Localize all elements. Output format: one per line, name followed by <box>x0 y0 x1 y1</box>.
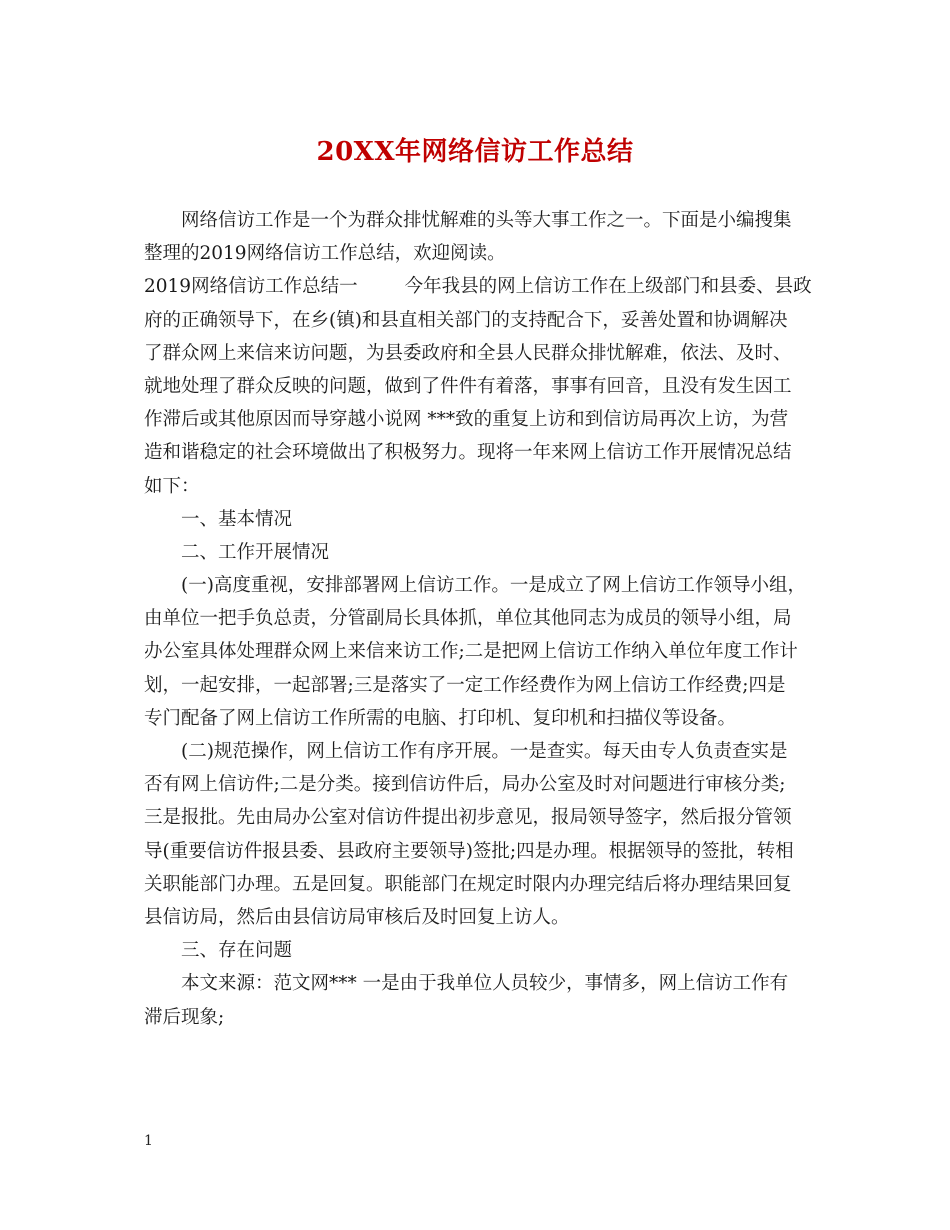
page-number: 1 <box>144 1133 153 1149</box>
paragraph-line: 就地处理了群众反映的问题，做到了件件有着落，事事有回音，且没有发生因工 <box>144 375 792 397</box>
paragraph-line: 三是报批。先由局办公室对信访件提出初步意见，报局领导签字，然后报分管领 <box>144 807 792 829</box>
paragraph-line: 滞后现象; <box>144 1006 225 1028</box>
paragraph-line: 由单位一把手负总责，分管副局长具体抓，单位其他同志为成员的领导小组，局 <box>144 608 792 630</box>
document-title: 20XX年网络信访工作总结 <box>316 137 634 167</box>
paragraph-line: 造和谐稳定的社会环境做出了积极努力。现将一年来网上信访工作开展情况总结 <box>144 442 792 464</box>
paragraph-line: 办公室具体处理群众网上来信来访工作;二是把网上信访工作纳入单位年度工作计 <box>144 641 798 663</box>
paragraph-line: 划，一起安排，一起部署;三是落实了一定工作经费作为网上信访工作经费;四是 <box>144 674 786 696</box>
paragraph-line: 县信访局，然后由县信访局审核后及时回复上访人。 <box>144 906 570 928</box>
paragraph-line: 关职能部门办理。五是回复。职能部门在规定时限内办理完结后将办理结果回复 <box>144 873 792 895</box>
paragraph-line: 府的正确领导下，在乡(镇)和县直相关部门的支持配合下，妥善处置和协调解决 <box>144 309 788 331</box>
paragraph-line: (一)高度重视，安排部署网上信访工作。一是成立了网上信访工作领导小组， <box>181 575 806 597</box>
paragraph-line: 整理的2019网络信访工作总结，欢迎阅读。 <box>144 243 506 265</box>
paragraph-line: 专门配备了网上信访工作所需的电脑、打印机、复印机和扫描仪等设备。 <box>144 707 737 729</box>
paragraph-line: (二)规范操作，网上信访工作有序开展。一是查实。每天由专人负责查实是 <box>181 741 788 762</box>
paragraph-line: 否有网上信访件;二是分类。接到信访件后，局办公室及时对问题进行审核分类; <box>144 774 786 796</box>
paragraph-line: 如下： <box>144 475 200 497</box>
summary-heading-text: 2019网络信访工作总结一 今年我县的网上信访工作在上级部门和县委、县政 <box>144 276 812 298</box>
section-heading: 一、基本情况 <box>181 508 293 530</box>
document-body <box>144 204 812 1034</box>
paragraph-line: 作滞后或其他原因而导穿越小说网 ***致的重复上访和到信访局再次上访，为营 <box>144 409 789 431</box>
paragraph-line: 网络信访工作是一个为群众排忧解难的头等大事工作之一。下面是小编搜集 <box>181 210 792 231</box>
paragraph-line: 了群众网上来信来访问题，为县委政府和全县人民群众排忧解难，依法、及时、 <box>144 342 792 364</box>
paragraph-line <box>144 270 812 303</box>
section-heading: 二、工作开展情况 <box>181 541 330 563</box>
paragraph-line: 本文来源：范文网*** 一是由于我单位人员较少，事情多，网上信访工作有 <box>181 973 789 995</box>
section-heading: 三、存在问题 <box>181 940 293 962</box>
paragraph-line: 导(重要信访件报县委、县政府主要领导)签批;四是办理。根据领导的签批，转相 <box>144 840 794 862</box>
